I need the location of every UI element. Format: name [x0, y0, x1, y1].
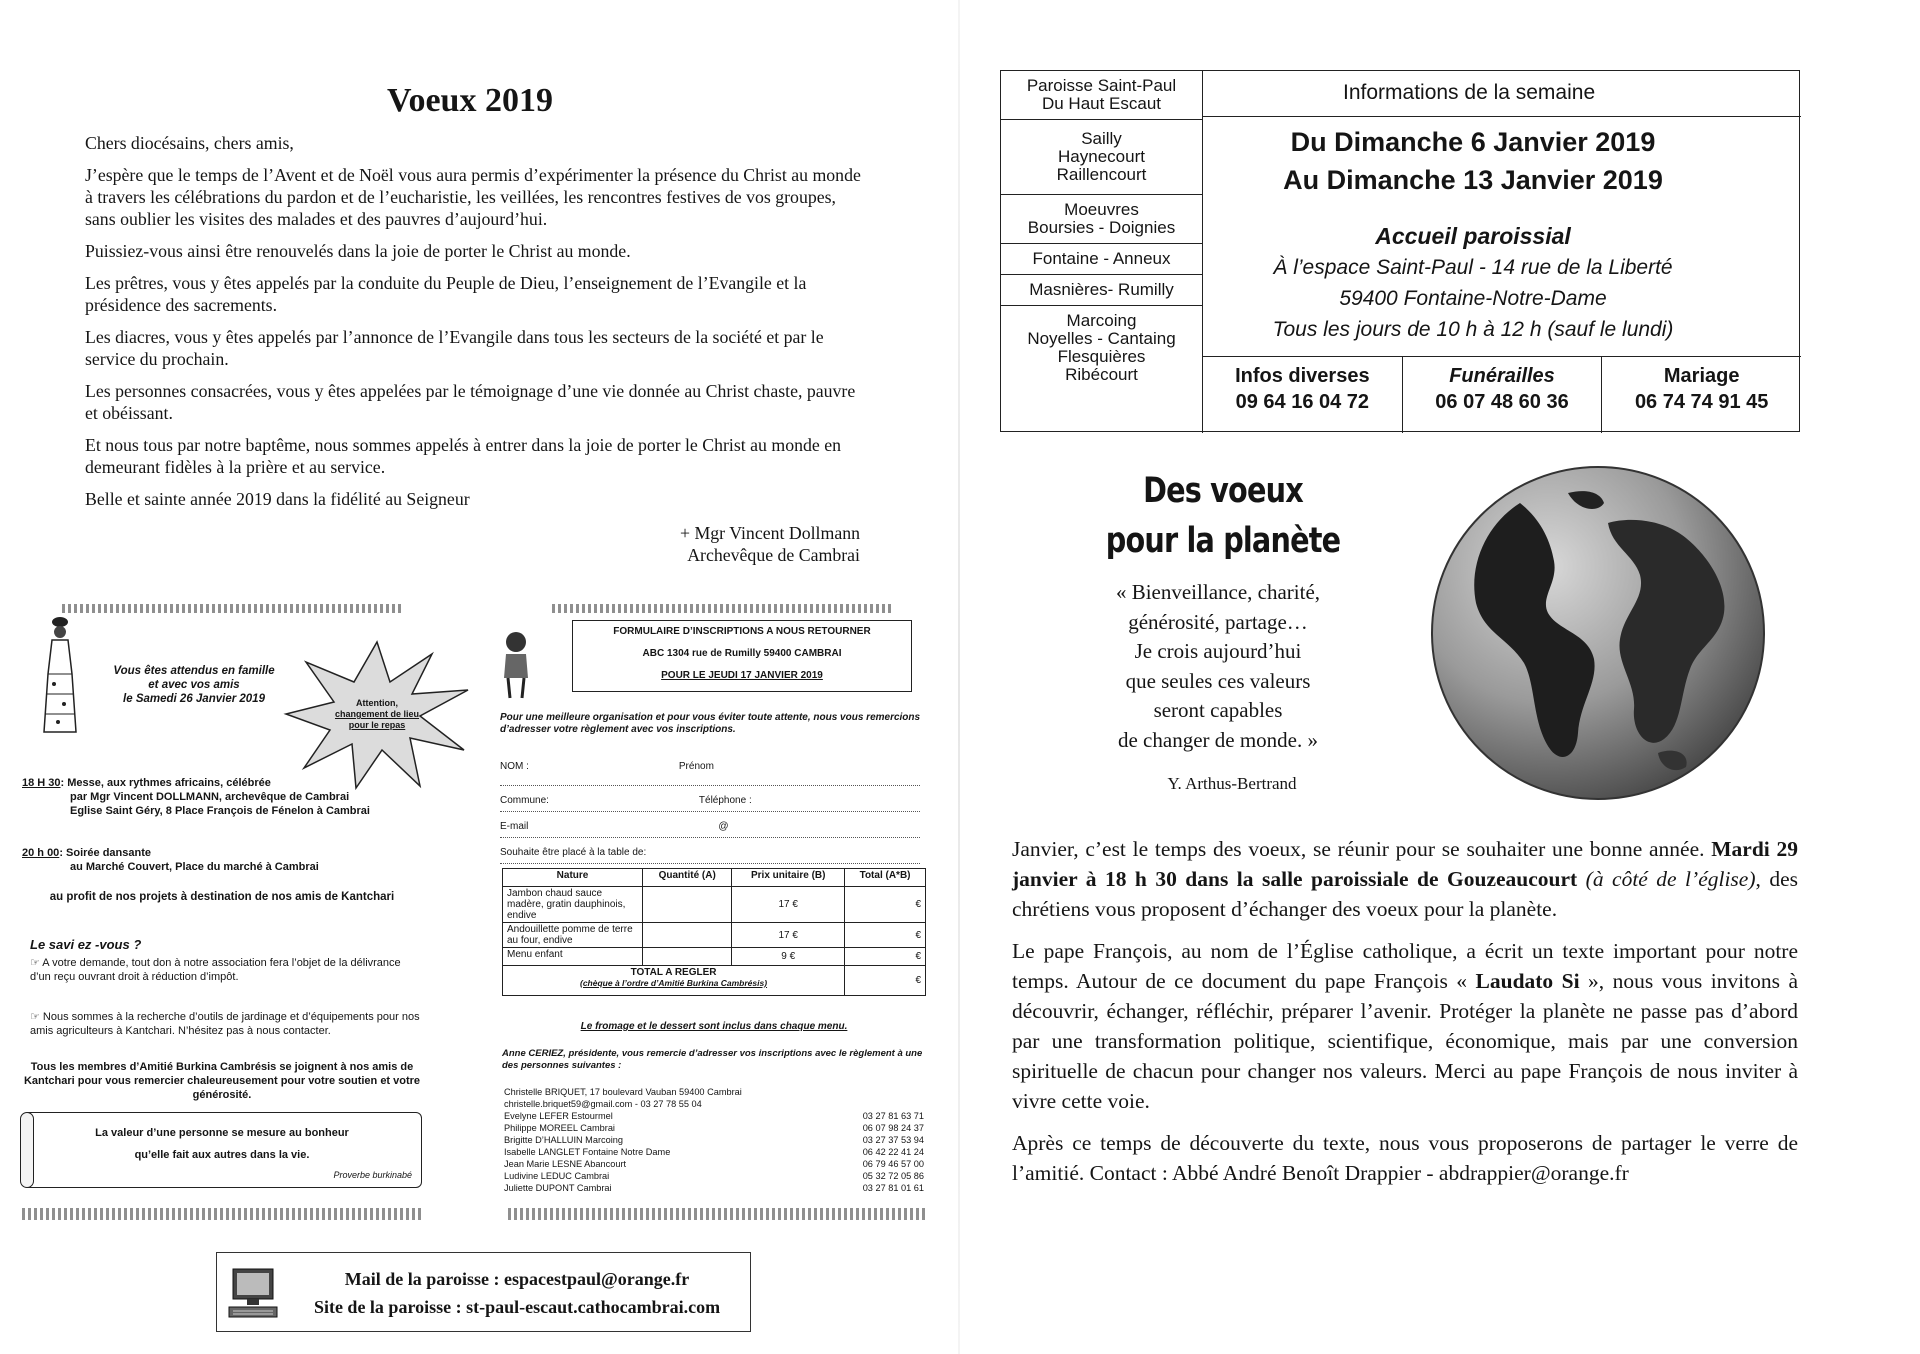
table-cell: € [845, 948, 926, 966]
field-telephone[interactable]: Téléphone : [698, 795, 752, 806]
table-cell: 17 € [732, 887, 845, 923]
proverb-line: La valeur d’une personne se mesure au bonheur [95, 1127, 349, 1139]
planet-article [1012, 834, 1798, 1200]
cheese-note: Le fromage et le dessert sont inclus dans chaque menu. [580, 1021, 848, 1032]
field-prenom[interactable]: Prénom [678, 761, 714, 772]
dotted-border [552, 604, 892, 613]
signature-title: Archevêque de Cambrai [687, 545, 860, 565]
parish-column [1001, 71, 1203, 433]
starburst-line: changement de lieu [334, 709, 420, 719]
table-cell: € [845, 923, 926, 948]
parish-group [1001, 244, 1202, 275]
profit-line: au profit de nos projets à destination de nos amis de Kantchari [49, 891, 395, 903]
letter-paragraph: Puissiez-vous ainsi être renouvelés dans la joie de porter le Christ au monde. [85, 241, 631, 261]
list-item [504, 1110, 924, 1122]
parish-name: Moeuvres [1064, 200, 1139, 219]
table-header-row [503, 869, 926, 887]
contact-phone: 03 27 81 63 71 [862, 1111, 924, 1121]
total-value: € [845, 966, 926, 996]
table-cell: Andouillette pomme de terre au four, endive [503, 923, 643, 948]
letter-paragraph: J’espère que le temps de l’Avent et de Noël vous aura permis d’expérimenter la présence du Christ au monde à travers les célébrations du pardon et de l’eucharistie, les veillées, les rencontres festives de vos groupes, sans oublier les visites des malades et des pauvres d’aujourd’hui. [85, 165, 861, 229]
invite-line: Vous êtes attendus en famille [113, 665, 275, 677]
parish-site[interactable]: Site de la paroisse : st-paul-escaut.cathocambrai.com [313, 1297, 721, 1317]
parish-name: Ribécourt [1065, 365, 1138, 384]
contact-phone: 03 27 37 53 94 [862, 1135, 924, 1145]
article-text: (à côté de l’église) [1577, 867, 1756, 891]
contact-name: Evelyne LEFER Estourmel [504, 1111, 613, 1121]
parish-group [1001, 195, 1202, 244]
list-item [504, 1158, 924, 1170]
proverb-text [42, 1122, 402, 1166]
phone-mariage [1602, 357, 1801, 433]
parish-name: Paroisse Saint-Paul [1026, 76, 1177, 95]
parish-name: Noyelles - Cantaing [1027, 329, 1176, 348]
table-row [503, 948, 926, 966]
planet-quote [1068, 578, 1368, 755]
parish-name: Haynecourt [1058, 147, 1145, 166]
letter-salutation: Chers diocésains, chers amis, [85, 133, 294, 153]
contact-phone: 06 42 22 41 24 [862, 1147, 924, 1157]
contact-phone: 03 27 81 01 61 [862, 1183, 924, 1193]
list-item [504, 1086, 924, 1098]
contact-name: christelle.briquet59@gmail.com - 03 27 78 55 04 [504, 1099, 702, 1109]
accueil-line: 59400 Fontaine-Notre-Dame [1339, 287, 1607, 310]
woman-figure-icon [38, 614, 82, 736]
contact-phone: 06 07 98 24 37 [862, 1123, 924, 1133]
menu-table [502, 868, 926, 996]
form-deadline: POUR LE JEUDI 17 JANVIER 2019 [661, 670, 823, 681]
info-box [1000, 70, 1800, 432]
article-text: », nous vous invitons à découvrir, échanger, réfléchir, préparer l’avenir. Protéger la planète ne passe pas d’abord par une transformation politique, scientifique, économique, mais par une conversion spirituelle de chacun pour changer nos valeurs. Merci au pape François de nous inviter à vivre cette voie. [1012, 969, 1798, 1113]
parish-name: Boursies - Doignies [1027, 218, 1176, 237]
article-text: Janvier, c’est le temps des voeux, se réunir pour se souhaiter une bonne année. [1012, 837, 1712, 861]
list-item [504, 1134, 924, 1146]
table-header: Nature [503, 869, 643, 887]
article-laudato-si: Laudato Si [1475, 969, 1580, 993]
mass-block [22, 776, 412, 818]
field-commune[interactable]: Commune: [500, 795, 549, 806]
quote-line: que seules ces valeurs [1125, 668, 1311, 693]
scroll-roll [20, 1112, 34, 1188]
field-email[interactable]: E-mail [500, 821, 529, 832]
dotted-border [22, 1208, 422, 1220]
field-nom[interactable]: NOM : [500, 761, 529, 772]
phone-label: Mariage [1663, 365, 1740, 387]
party-line: : Soirée dansante [59, 847, 152, 859]
phone-label: Infos diverses [1235, 365, 1370, 387]
week-dates [1203, 123, 1743, 199]
accueil-line: Tous les jours de 10 h à 12 h (sauf le lundi) [1272, 318, 1674, 341]
mass-line: Eglise Saint Géry, 8 Place François de Fénelon à Cambrai [70, 805, 370, 817]
computer-icon [225, 1265, 281, 1321]
table-header: Prix unitaire (B) [732, 869, 845, 887]
letter-signature [560, 522, 860, 566]
quote-author: Y. Arthus-Bertrand [1167, 774, 1297, 793]
starburst-text [312, 698, 442, 731]
form-note: Pour une meilleure organisation et pour vous éviter toute attente, nous vous remercions d’adresser votre règlement avec vos inscriptions. [500, 712, 921, 735]
proverb-line: qu’elle fait aux autres dans la vie. [134, 1149, 310, 1161]
quote-line: « Bienveillance, charité, [1115, 580, 1321, 604]
table-header: Total (A*B) [845, 869, 926, 887]
savez-item: ☞ A votre demande, tout don à notre association fera l’objet de la délivrance d’un reçu ouvrant droit à réduction d’impôt. [30, 957, 401, 983]
planet-title [1104, 466, 1342, 566]
accueil-line: À l’espace Saint-Paul - 14 rue de la Liberté [1273, 256, 1673, 279]
mass-line: par Mgr Vincent DOLLMANN, archevêque de Cambrai [70, 791, 350, 803]
dotted-border [62, 604, 402, 613]
quantity-cell[interactable] [643, 923, 732, 948]
form-fields [500, 760, 920, 864]
date-to: Au Dimanche 13 Janvier 2019 [1283, 165, 1663, 195]
list-item [504, 1122, 924, 1134]
planet-title-line: pour la planète [1105, 521, 1341, 561]
planet-title-line: Des voeux [1143, 471, 1303, 511]
table-row [503, 923, 926, 948]
party-block [22, 846, 412, 874]
table-cell: Jambon chaud sauce madère, gratin dauphinois, endive [503, 887, 643, 923]
voeux-title: Voeux 2019 [387, 82, 553, 119]
parish-name: Fontaine - Anneux [1032, 249, 1171, 268]
phone-number[interactable]: 09 64 16 04 72 [1235, 391, 1370, 413]
parish-name: Sailly [1081, 129, 1122, 148]
signature-name: + Mgr Vincent Dollmann [680, 523, 860, 543]
letter-paragraph: Les prêtres, vous y êtes appelés par la conduite du Peuple de Dieu, l’enseignement de l’Evangile et la présidence des sacrements. [85, 273, 807, 315]
form-title: FORMULAIRE D’INSCRIPTIONS A NOUS RETOURNER [613, 626, 871, 637]
page-fold [958, 0, 960, 1354]
quantity-cell[interactable] [643, 887, 732, 923]
burkina-flyer [22, 600, 942, 1224]
parish-name: Marcoing [1066, 311, 1137, 330]
total-label: TOTAL A REGLER [630, 967, 717, 978]
form-address: ABC 1304 rue de Rumilly 59400 CAMBRAI [642, 648, 842, 659]
total-sub: (chèque à l’ordre d’Amitié Burkina Cambrésis) [580, 978, 768, 988]
contact-phone: 05 32 72 05 86 [862, 1171, 924, 1181]
savez-title: Le savi ez -vous ? [30, 937, 142, 952]
quote-line: de changer de monde. » [1117, 727, 1318, 752]
mass-time: 18 H 30 [22, 777, 61, 789]
bishop-letter [85, 132, 863, 520]
letter-paragraph: Les personnes consacrées, vous y êtes appelées par le témoignage d’une vie donnée au Christ chaste, pauvre et obéissant. [85, 381, 856, 423]
quantity-cell[interactable] [643, 948, 732, 966]
earth-globe-icon [1428, 463, 1768, 803]
contact-name: Juliette DUPONT Cambrai [504, 1183, 612, 1193]
accueil-block [1203, 221, 1743, 345]
table-cell: Menu enfant [503, 948, 643, 966]
article-text: Le pape François, au nom de l’Église catholique, a écrit un texte important pour notre temps. Autour de ce document du pape François « [1012, 939, 1798, 993]
contact-name: Christelle BRIQUET, 17 boulevard Vauban 59400 Cambrai [504, 1087, 742, 1097]
date-from: Du Dimanche 6 Janvier 2019 [1290, 127, 1656, 157]
contact-list [504, 1086, 924, 1194]
form-header [572, 620, 912, 692]
phone-label: Funérailles [1449, 365, 1555, 387]
phone-infos [1203, 357, 1403, 433]
field-at: @ [718, 821, 729, 832]
invite-line: le Samedi 26 Janvier 2019 [123, 693, 265, 705]
phone-funerailles [1403, 357, 1603, 433]
contact-name: Jean Marie LESNE Abancourt [504, 1159, 627, 1169]
parish-group [1001, 71, 1202, 120]
table-row [503, 887, 926, 923]
article-event: Mardi 29 janvier à 18 h 30 dans la salle paroissiale de Gouzeaucourt [1012, 837, 1798, 891]
dotted-border [508, 1208, 928, 1220]
table-cell: € [845, 887, 926, 923]
parish-group [1001, 306, 1202, 390]
list-item [504, 1182, 924, 1194]
party-line: au Marché Couvert, Place du marché à Cambrai [70, 861, 319, 873]
proverb-source: Proverbe burkinabé [333, 1170, 412, 1180]
parish-contact-box [216, 1252, 751, 1332]
mass-line: : Messe, aux rythmes africains, célébrée [60, 777, 271, 789]
article-paragraph [1012, 834, 1798, 924]
phone-row [1203, 356, 1801, 433]
thanks-text: Tous les membres d’Amitié Burkina Cambrésis se joignent à nos amis de Kantchari pour vous remercier chaleureusement pour votre soutien et votre générosité. [23, 1061, 421, 1101]
child-figure-icon [498, 630, 534, 700]
phone-number[interactable]: 06 74 74 91 45 [1634, 391, 1769, 413]
starburst-line: Attention, [356, 698, 398, 708]
parish-mail[interactable]: Mail de la paroisse : espacestpaul@orange.fr [344, 1269, 690, 1289]
president-note: Anne CERIEZ, présidente, vous remercie d’adresser vos inscriptions avec le règlement à une des personnes suivantes : [502, 1048, 923, 1071]
starburst-line: pour le repas [348, 720, 406, 730]
contact-name: Brigitte D’HALLUIN Marcoing [504, 1135, 623, 1145]
letter-paragraph: Les diacres, vous y êtes appelés par l’annonce de l’Evangile dans tous les secteurs de la société et par le service du prochain. [85, 327, 824, 369]
letter-paragraph: Belle et sainte année 2019 dans la fidélité au Seigneur [85, 489, 470, 509]
contact-name: Philippe MOREEL Cambrai [504, 1123, 615, 1133]
parish-group [1001, 120, 1202, 195]
parish-name: Du Haut Escaut [1041, 94, 1162, 113]
accueil-title: Accueil paroissial [1375, 223, 1571, 249]
article-text: , des chrétiens vous proposent d’échanger des voeux pour la planète. [1012, 867, 1798, 921]
info-title: Informations de la semaine [1203, 71, 1801, 117]
parish-group [1001, 275, 1202, 306]
party-time: 20 h 00 [22, 847, 60, 859]
quote-line: générosité, partage… [1128, 609, 1308, 634]
table-header: Quantité (A) [643, 869, 732, 887]
parish-name: Flesquières [1057, 347, 1146, 366]
invite-line: et avec vos amis [148, 679, 240, 691]
letter-paragraph: Et nous tous par notre baptême, nous sommes appelés à entrer dans la joie de porter le Christ au monde en demeurant fidèles à la prière et au service. [85, 435, 841, 477]
invite-block [94, 664, 294, 706]
table-cell: 9 € [732, 948, 845, 966]
parish-name: Raillencourt [1056, 165, 1147, 184]
table-cell: 17 € [732, 923, 845, 948]
contact-name: Ludivine LEDUC Cambrai [504, 1171, 610, 1181]
contact-phone: 06 79 46 57 00 [862, 1159, 924, 1169]
phone-number[interactable]: 06 07 48 60 36 [1435, 391, 1569, 413]
savez-item: ☞ Nous sommes à la recherche d’outils de jardinage et d’équipements pour nos amis agriculteurs à Kantchari. N’hésitez pas à nous contacter. [30, 1011, 420, 1037]
list-item [504, 1146, 924, 1158]
article-paragraph [1012, 936, 1798, 1116]
list-item [504, 1170, 924, 1182]
parish-name: Masnières- Rumilly [1029, 280, 1174, 299]
contact-name: Isabelle LANGLET Fontaine Notre Dame [504, 1147, 671, 1157]
list-item [504, 1098, 924, 1110]
article-paragraph: Après ce temps de découverte du texte, nous vous proposerons de partager le verre de l’amitié. Contact : Abbé André Benoît Drappier - abdrappier@orange.fr [1012, 1131, 1798, 1185]
table-total-row [503, 966, 926, 996]
field-table-place[interactable]: Souhaite être placé à la table de: [500, 847, 647, 858]
quote-line: Je crois aujourd’hui [1134, 639, 1302, 663]
quote-line: seront capables [1153, 698, 1283, 722]
